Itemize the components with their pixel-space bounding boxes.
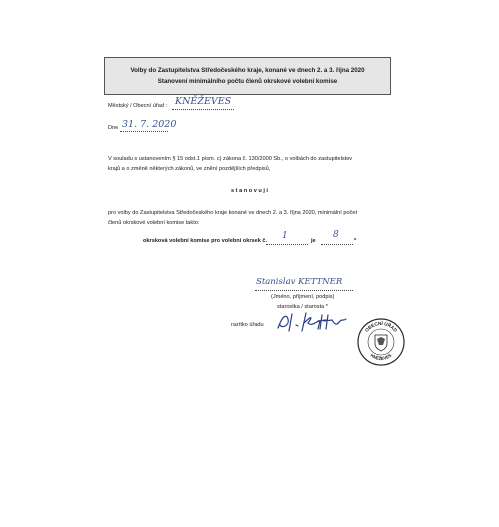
je-label: je (311, 238, 316, 244)
okrsek-number-dotted-line (266, 244, 308, 245)
star-marker: * (354, 238, 357, 244)
paragraph-2-line-1: pro volby do Zastupitelstva Středočeského kraje konané ve dnech 2. a 3. října 2020, minimální počet (108, 210, 358, 216)
header-title: Volby do Zastupitelstva Středočeského kraje, konané ve dnech 2. a 3. října 2020 (130, 67, 365, 74)
stanovuji-heading: s t a n o v u j i (231, 188, 268, 194)
office-label: Městský / Obecní úřad : (108, 103, 168, 109)
date-label: Dne (108, 125, 119, 131)
stamp-top-text: OBECNÍ ÚŘAD (363, 320, 399, 333)
document-header-box (104, 57, 391, 95)
stamp-label: razítko úřadu (231, 322, 264, 328)
okrsek-number-value: 1 (282, 231, 288, 241)
header-subtitle: Stanovení minimálního počtu členů okrskové volební komise (157, 78, 338, 85)
handwritten-signature (274, 309, 350, 335)
stamp-bottom-text: KNĚŽEVES (369, 352, 393, 362)
office-value: KNĚŽEVES (175, 96, 232, 107)
paragraph-1-line-2: krajů a o změně některých zákonů, ve znění pozdějších předpisů, (108, 166, 271, 172)
signer-dotted-line (255, 290, 353, 291)
name-caption: (Jméno, příjmení, podpis) (271, 294, 335, 300)
role-caption: starostka / starosta * (277, 304, 328, 310)
date-dotted-line (120, 131, 168, 132)
date-value: 31. 7. 2020 (122, 119, 177, 130)
office-stamp (356, 317, 406, 367)
count-value: 8 (333, 230, 339, 240)
paragraph-1-line-1: V souladu s ustanovením § 15 odst.1 písm. c) zákona č. 130/2000 Sb., o volbách do zastupitelstev (108, 156, 353, 162)
okrsek-label: okrsková volební komise pro volební okrsek č. (143, 238, 268, 244)
signer-name: Stanislav KETTNER (256, 277, 343, 287)
office-dotted-line (172, 109, 234, 110)
paragraph-2-line-2: členů okrskové volební komise takto: (108, 220, 200, 226)
count-dotted-line (321, 244, 353, 245)
